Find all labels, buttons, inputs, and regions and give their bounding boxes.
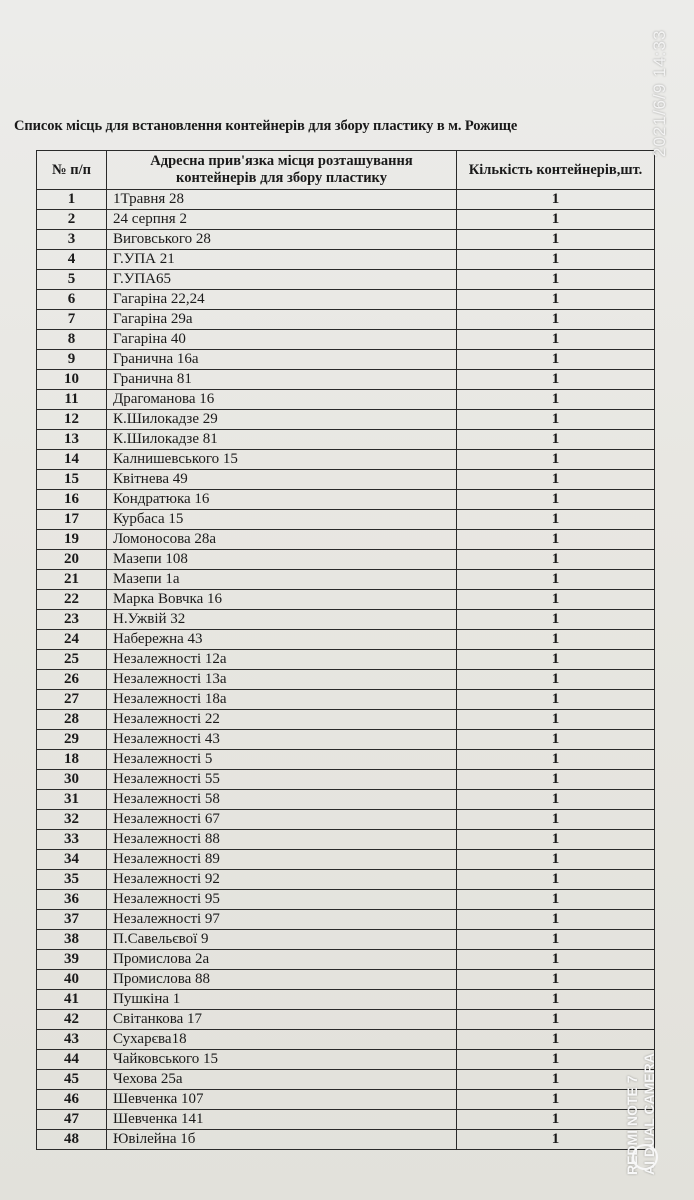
row-count: 1 — [457, 190, 655, 210]
row-count: 1 — [457, 550, 655, 570]
row-address: Незалежності 22 — [107, 710, 457, 730]
row-number: 25 — [37, 650, 107, 670]
row-number: 10 — [37, 370, 107, 390]
row-number: 15 — [37, 470, 107, 490]
row-number: 33 — [37, 830, 107, 850]
table-row — [37, 590, 655, 610]
row-address: Драгоманова 16 — [107, 390, 457, 410]
containers-table — [36, 150, 655, 1150]
row-address: Кондратюка 16 — [107, 490, 457, 510]
row-number: 34 — [37, 850, 107, 870]
row-count: 1 — [457, 930, 655, 950]
table-row — [37, 230, 655, 250]
row-address: Незалежності 88 — [107, 830, 457, 850]
row-address: Гагаріна 29а — [107, 310, 457, 330]
table-row — [37, 490, 655, 510]
row-number: 2 — [37, 210, 107, 230]
table-row — [37, 530, 655, 550]
row-number: 38 — [37, 930, 107, 950]
table-row — [37, 990, 655, 1010]
row-count: 1 — [457, 250, 655, 270]
row-number: 21 — [37, 570, 107, 590]
row-number: 23 — [37, 610, 107, 630]
row-address: Світанкова 17 — [107, 1010, 457, 1030]
row-count: 1 — [457, 270, 655, 290]
table-row — [37, 710, 655, 730]
row-number: 36 — [37, 890, 107, 910]
row-number: 31 — [37, 790, 107, 810]
table-row — [37, 750, 655, 770]
row-address: Калнишевського 15 — [107, 450, 457, 470]
table-row — [37, 610, 655, 630]
row-address: Мазепи 108 — [107, 550, 457, 570]
row-number: 24 — [37, 630, 107, 650]
row-address: 24 серпня 2 — [107, 210, 457, 230]
table-row — [37, 350, 655, 370]
row-address: Незалежності 92 — [107, 870, 457, 890]
table-row — [37, 650, 655, 670]
row-count: 1 — [457, 630, 655, 650]
row-number: 4 — [37, 250, 107, 270]
row-count: 1 — [457, 910, 655, 930]
row-number: 39 — [37, 950, 107, 970]
row-count: 1 — [457, 670, 655, 690]
row-number: 37 — [37, 910, 107, 930]
row-address: Промислова 88 — [107, 970, 457, 990]
table-row — [37, 830, 655, 850]
row-count: 1 — [457, 530, 655, 550]
header-count: Кількість контейнерів,шт. — [457, 151, 655, 190]
row-number: 5 — [37, 270, 107, 290]
row-count: 1 — [457, 290, 655, 310]
row-number: 1 — [37, 190, 107, 210]
table-row — [37, 810, 655, 830]
row-number: 7 — [37, 310, 107, 330]
row-count: 1 — [457, 770, 655, 790]
row-address: Гагаріна 40 — [107, 330, 457, 350]
table-row — [37, 430, 655, 450]
row-count: 1 — [457, 810, 655, 830]
row-number: 29 — [37, 730, 107, 750]
header-number: № п/п — [37, 151, 107, 190]
row-address: Сухарєва18 — [107, 1030, 457, 1050]
row-address: П.Савельєвої 9 — [107, 930, 457, 950]
row-number: 27 — [37, 690, 107, 710]
row-count: 1 — [457, 470, 655, 490]
row-number: 17 — [37, 510, 107, 530]
table-row — [37, 1110, 655, 1130]
row-number: 22 — [37, 590, 107, 610]
table-header-row — [37, 151, 655, 190]
row-count: 1 — [457, 870, 655, 890]
row-address: Марка Вовчка 16 — [107, 590, 457, 610]
row-count: 1 — [457, 990, 655, 1010]
table-row — [37, 1050, 655, 1070]
table-row — [37, 390, 655, 410]
row-address: Виговського 28 — [107, 230, 457, 250]
row-address: Н.Ужвій 32 — [107, 610, 457, 630]
row-count: 1 — [457, 650, 655, 670]
row-address: Чехова 25а — [107, 1070, 457, 1090]
row-count: 1 — [457, 750, 655, 770]
row-address: Незалежності 55 — [107, 770, 457, 790]
row-count: 1 — [457, 1050, 655, 1070]
row-number: 20 — [37, 550, 107, 570]
row-number: 19 — [37, 530, 107, 550]
row-number: 46 — [37, 1090, 107, 1110]
table-row — [37, 870, 655, 890]
row-address: Незалежності 58 — [107, 790, 457, 810]
table-row — [37, 270, 655, 290]
table-row — [37, 950, 655, 970]
row-count: 1 — [457, 850, 655, 870]
camera-model-text: REDMI NOTE 7 — [624, 1075, 640, 1175]
row-count: 1 — [457, 970, 655, 990]
table-row — [37, 1030, 655, 1050]
row-address: К.Шилокадзе 29 — [107, 410, 457, 430]
row-address: Гранична 16а — [107, 350, 457, 370]
row-number: 8 — [37, 330, 107, 350]
document-title: Список місць для встановлення контейнерів для збору пластику в м. Рожище — [14, 118, 518, 134]
row-address: Г.УПА65 — [107, 270, 457, 290]
row-address: Незалежності 5 — [107, 750, 457, 770]
row-number: 26 — [37, 670, 107, 690]
table-row — [37, 890, 655, 910]
row-address: Незалежності 67 — [107, 810, 457, 830]
table-row — [37, 930, 655, 950]
table-row — [37, 1010, 655, 1030]
row-number: 42 — [37, 1010, 107, 1030]
table-row — [37, 470, 655, 490]
row-count: 1 — [457, 590, 655, 610]
table-row — [37, 190, 655, 210]
table-row — [37, 790, 655, 810]
row-count: 1 — [457, 1090, 655, 1110]
table-row — [37, 250, 655, 270]
row-count: 1 — [457, 790, 655, 810]
row-count: 1 — [457, 370, 655, 390]
table-row — [37, 670, 655, 690]
row-address: Пушкіна 1 — [107, 990, 457, 1010]
row-number: 47 — [37, 1110, 107, 1130]
row-address: К.Шилокадзе 81 — [107, 430, 457, 450]
row-count: 1 — [457, 450, 655, 470]
row-address: Чайковського 15 — [107, 1050, 457, 1070]
row-count: 1 — [457, 890, 655, 910]
table-row — [37, 910, 655, 930]
table-row — [37, 970, 655, 990]
row-number: 48 — [37, 1130, 107, 1150]
row-count: 1 — [457, 430, 655, 450]
table-body — [37, 190, 655, 1150]
table-row — [37, 330, 655, 350]
row-count: 1 — [457, 510, 655, 530]
photo-timestamp: 2021/6/9 14:33 — [650, 30, 669, 158]
row-count: 1 — [457, 1030, 655, 1050]
row-address: Квітнева 49 — [107, 470, 457, 490]
row-count: 1 — [457, 610, 655, 630]
row-number: 44 — [37, 1050, 107, 1070]
row-count: 1 — [457, 310, 655, 330]
row-count: 1 — [457, 950, 655, 970]
row-address: Незалежності 18а — [107, 690, 457, 710]
row-count: 1 — [457, 570, 655, 590]
row-count: 1 — [457, 730, 655, 750]
row-address: Мазепи 1а — [107, 570, 457, 590]
row-number: 30 — [37, 770, 107, 790]
table-row — [37, 1130, 655, 1150]
row-address: Ломоносова 28а — [107, 530, 457, 550]
row-count: 1 — [457, 830, 655, 850]
table-row — [37, 570, 655, 590]
table-row — [37, 1090, 655, 1110]
table-row — [37, 850, 655, 870]
row-count: 1 — [457, 390, 655, 410]
row-number: 11 — [37, 390, 107, 410]
table-row — [37, 630, 655, 650]
row-number: 28 — [37, 710, 107, 730]
table-row — [37, 1070, 655, 1090]
camera-type-text: AI DUAL CAMERA — [641, 1053, 657, 1175]
row-count: 1 — [457, 410, 655, 430]
row-number: 43 — [37, 1030, 107, 1050]
table-row — [37, 290, 655, 310]
table-row — [37, 730, 655, 750]
shutter-circle-icon — [632, 1144, 658, 1170]
row-number: 6 — [37, 290, 107, 310]
table-row — [37, 510, 655, 530]
row-address: Гагаріна 22,24 — [107, 290, 457, 310]
row-number: 32 — [37, 810, 107, 830]
table-row — [37, 410, 655, 430]
row-address: Незалежності 95 — [107, 890, 457, 910]
row-address: Гранична 81 — [107, 370, 457, 390]
row-address: Ювілейна 1б — [107, 1130, 457, 1150]
row-address: Незалежності 12а — [107, 650, 457, 670]
row-address: Незалежності 89 — [107, 850, 457, 870]
row-address: Незалежності 97 — [107, 910, 457, 930]
row-number: 12 — [37, 410, 107, 430]
row-number: 18 — [37, 750, 107, 770]
row-number: 9 — [37, 350, 107, 370]
row-count: 1 — [457, 1130, 655, 1150]
row-address: 1Травня 28 — [107, 190, 457, 210]
row-number: 45 — [37, 1070, 107, 1090]
row-count: 1 — [457, 710, 655, 730]
row-number: 13 — [37, 430, 107, 450]
row-count: 1 — [457, 1110, 655, 1130]
row-number: 14 — [37, 450, 107, 470]
row-count: 1 — [457, 490, 655, 510]
row-address: Незалежності 13а — [107, 670, 457, 690]
row-number: 3 — [37, 230, 107, 250]
row-address: Незалежності 43 — [107, 730, 457, 750]
table-row — [37, 450, 655, 470]
table-row — [37, 690, 655, 710]
table-row — [37, 210, 655, 230]
table-row — [37, 770, 655, 790]
row-count: 1 — [457, 210, 655, 230]
row-count: 1 — [457, 330, 655, 350]
row-number: 35 — [37, 870, 107, 890]
row-count: 1 — [457, 1070, 655, 1090]
row-count: 1 — [457, 230, 655, 250]
row-address: Набережна 43 — [107, 630, 457, 650]
row-count: 1 — [457, 1010, 655, 1030]
row-address: Шевченка 141 — [107, 1110, 457, 1130]
row-address: Промислова 2а — [107, 950, 457, 970]
table-row — [37, 310, 655, 330]
row-number: 40 — [37, 970, 107, 990]
row-address: Курбаса 15 — [107, 510, 457, 530]
row-number: 16 — [37, 490, 107, 510]
row-count: 1 — [457, 350, 655, 370]
row-address: Шевченка 107 — [107, 1090, 457, 1110]
row-number: 41 — [37, 990, 107, 1010]
table-row — [37, 550, 655, 570]
row-address: Г.УПА 21 — [107, 250, 457, 270]
table-row — [37, 370, 655, 390]
header-address: Адресна прив'язка місця розташування контейнерів для збору пластику — [107, 151, 457, 190]
row-count: 1 — [457, 690, 655, 710]
